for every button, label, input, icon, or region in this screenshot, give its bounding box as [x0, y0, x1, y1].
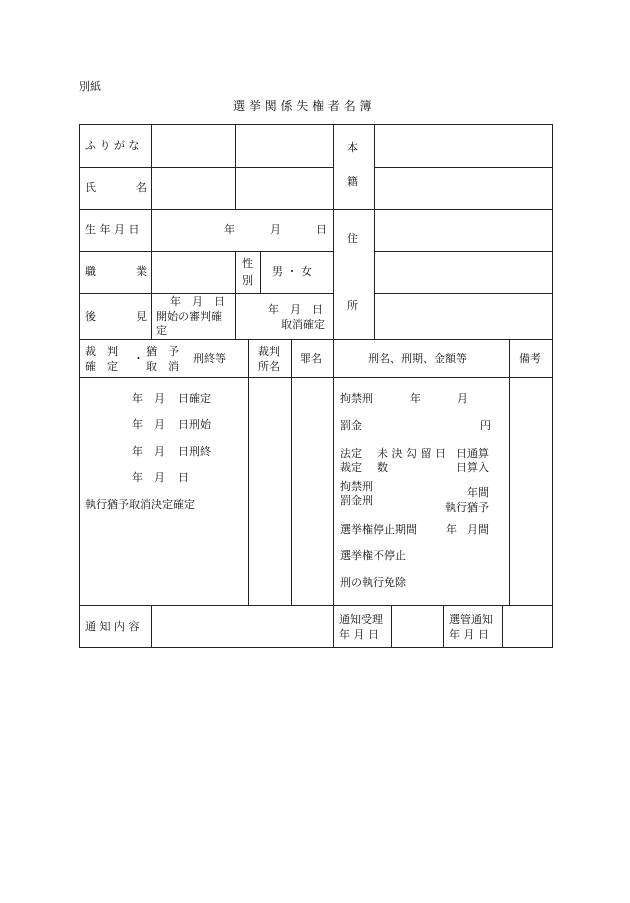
address-label-a: 住: [347, 232, 358, 245]
imprisonment-year: 年: [410, 392, 421, 405]
rule-h: [79, 251, 333, 252]
document-title: 選 挙 関 係 失 権 者 名 簿: [233, 99, 372, 113]
judgment-header-a: 裁 判: [85, 345, 118, 358]
suspension-cancel-text: 執行猶予取消決定確定: [85, 498, 195, 511]
annex-label: 別紙: [79, 80, 101, 93]
end-date-text: 日刑終: [178, 445, 211, 458]
notice-content-label: 通 知 内 容: [85, 620, 140, 633]
guardian-start-text: 開始の審判確: [156, 310, 222, 323]
sex-choice: 男 ・ 女: [272, 265, 312, 278]
end-date-ym: 年 月: [132, 445, 165, 458]
no-suffrage-suspension: 選挙権不停止: [340, 549, 406, 562]
judgment-header-dot: ・: [133, 352, 144, 365]
honseki-label-a: 本: [347, 141, 358, 154]
guardian-start-text-2: 定: [156, 324, 167, 337]
start-date-text: 日刑始: [178, 418, 211, 431]
imprisonment2-label: 拘禁刑: [340, 480, 373, 493]
guardian-label-a: 後: [85, 310, 96, 323]
detention-days-suffix: 数: [377, 461, 388, 474]
start-date-ym: 年 月: [132, 418, 165, 431]
rule-h: [374, 167, 553, 168]
suspended-execution: 執行猶予: [445, 501, 489, 514]
rule-left: [79, 124, 80, 648]
rule-v: [248, 339, 249, 605]
rule-h: [79, 339, 553, 340]
commission-notice-a: 選管通知: [449, 613, 493, 626]
other-date-text: 日: [178, 471, 189, 484]
court-header-b: 所名: [258, 360, 280, 373]
rule-v: [291, 339, 292, 605]
guardian-cancel-date: 年 月 日: [268, 303, 323, 316]
rule-v: [509, 339, 510, 605]
suffrage-suspension-year: 年: [446, 523, 457, 536]
rule-v: [443, 605, 444, 648]
judgment-header-b: 確 定: [85, 360, 118, 373]
penalty-header: 刑名、刑期、金額等: [368, 352, 467, 365]
sex-label-a: 性: [242, 257, 253, 270]
birthdate-label: 生 年 月 日: [85, 223, 140, 236]
guardian-label-b: 見: [136, 310, 147, 323]
fine-yen: 円: [480, 419, 491, 432]
rule-v: [151, 605, 152, 648]
fine2-label: 罰金刑: [340, 494, 373, 507]
imprisonment-label: 拘禁刑: [340, 392, 373, 405]
rule-h: [79, 377, 553, 378]
birth-month: 月: [270, 223, 281, 236]
imprisonment-month: 月: [457, 392, 468, 405]
rule-h: [79, 293, 333, 294]
notice-received-b: 年 月 日: [339, 628, 379, 641]
sentence-end-header: 刑終等: [193, 352, 226, 365]
rule-v: [502, 605, 503, 648]
occupation-label-a: 職: [85, 265, 96, 278]
rule-h: [79, 167, 333, 168]
suspension-header-a: 猶 予: [146, 345, 179, 358]
notice-received-a: 通知受理: [339, 613, 383, 626]
rule-v: [151, 124, 152, 339]
rule-v: [235, 251, 236, 339]
crime-header: 罪名: [300, 352, 322, 365]
suspension-header-b: 取 消: [146, 360, 179, 373]
rule-v: [374, 124, 375, 339]
rule-v: [235, 124, 236, 209]
suffrage-suspension-label: 選挙権停止期間: [340, 523, 417, 536]
remarks-header: 備考: [519, 352, 541, 365]
name-label-a: 氏: [85, 181, 96, 194]
execution-exemption: 刑の執行免除: [340, 576, 406, 589]
rule-h: [374, 251, 553, 252]
commission-notice-b: 年 月 日: [449, 628, 489, 641]
rule-v: [260, 251, 261, 293]
honseki-label-b: 籍: [347, 175, 358, 188]
confirm-date-ym: 年 月: [132, 392, 165, 405]
rule-h: [374, 293, 553, 294]
court-header-a: 裁判: [258, 345, 280, 358]
furigana-label: ふ り が な: [85, 139, 140, 152]
suspension-years: 年間: [467, 486, 489, 499]
rule-v: [333, 339, 334, 648]
fine-label: 罰金: [340, 419, 362, 432]
birth-year: 年: [224, 223, 235, 236]
other-date-ym: 年 月: [132, 471, 165, 484]
name-label-b: 名: [136, 181, 147, 194]
rule-right: [552, 124, 553, 648]
rule-v: [391, 605, 392, 648]
discretionary-label: 裁定: [340, 461, 362, 474]
days-credited-a: 日通算: [456, 447, 489, 460]
days-credited-b: 日算入: [456, 461, 489, 474]
statutory-label: 法定: [340, 447, 362, 460]
sex-label-b: 別: [242, 274, 253, 287]
guardian-cancel-text: 取消確定: [281, 318, 325, 331]
guardian-start-date: 年 月 日: [170, 295, 225, 308]
occupation-label-b: 業: [136, 265, 147, 278]
confirm-date-text: 日確定: [178, 392, 211, 405]
address-label-b: 所: [347, 299, 358, 312]
birth-day: 日: [316, 223, 327, 236]
detention-days-label: 未 決 勾 留 日: [377, 447, 446, 460]
rule-v: [333, 124, 334, 339]
suffrage-suspension-months: 月間: [467, 523, 489, 536]
